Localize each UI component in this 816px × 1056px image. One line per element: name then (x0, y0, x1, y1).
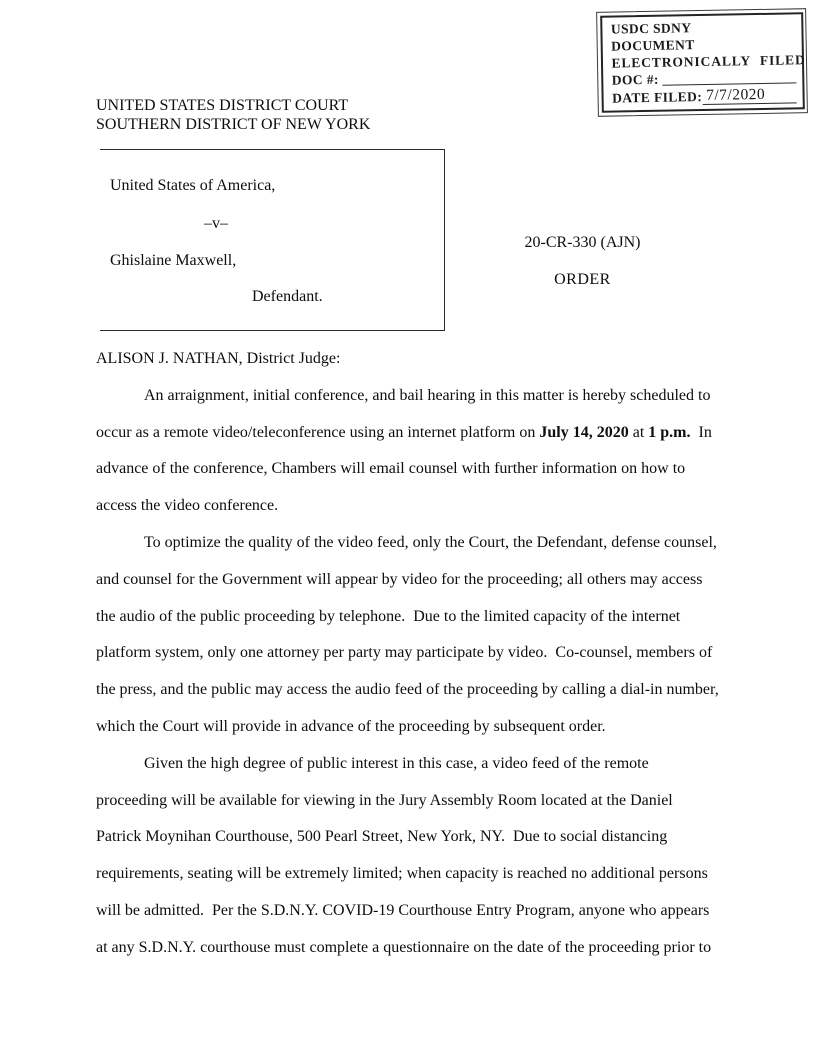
doc-number-blank-line (662, 70, 796, 85)
judge-heading: ALISON J. NATHAN, District Judge: (96, 350, 341, 367)
versus-separator: –v– (204, 215, 228, 232)
court-name-line: UNITED STATES DISTRICT COURT (96, 97, 349, 114)
order-paragraph-1 (96, 378, 720, 525)
plaintiff-name: United States of America, (110, 177, 276, 194)
stamp-date-filed-label: DATE FILED: (611, 89, 703, 106)
date-filed-blank-line (768, 90, 796, 103)
order-paragraph-2: To optimize the quality of the video feed, only the Court, the Defendant, defense counsel, and counsel for the Government will appear by video for the proceeding; all others may access the audio of the public proceeding by telephone. Due to the limited capacity of the internet platform system, only one attorney per party may participate by video. Co-counsel, members of the press, and the public may access the audio feed of the proceeding by calling a dial-in number, which the Court will provide in advance of the proceeding by subsequent order. (96, 533, 723, 735)
stamp-court-line: USDC SDNY (610, 19, 692, 37)
paragraph-1-text: In advance of the conference, Chambers will email counsel with further information on how to access the video conference. (96, 423, 716, 515)
court-district-line: SOUTHERN DISTRICT OF NEW YORK (96, 115, 371, 133)
stamp-document-line: DOCUMENT (611, 36, 695, 54)
case-number: 20-CR-330 (AJN) (524, 234, 641, 251)
date-filed-value: 7/7/2020 (702, 85, 768, 104)
order-paragraph-3: Given the high degree of public interest in this case, a video feed of the remote proceeding will be available for viewing in the Jury Assembly Room located at the Daniel Patrick Moynihan Courthouse, 500 Pearl Street, New York, NY. Due to social distancing requirements, seating will be extremely limited; when capacity is reached no additional persons will be admitted. Per the S.D.N.Y. COVID-19 Courthouse Entry Program, anyone who appears at any S.D.N.Y. courthouse must complete a questionnaire on the date of the proceeding prior to (96, 754, 714, 956)
stamp-date-filed-row (612, 85, 797, 107)
paragraph-1-text: at (628, 423, 649, 441)
hearing-date-bold: July 14, 2020 (539, 423, 629, 441)
defendant-label: Defendant. (252, 288, 323, 305)
stamp-doc-number-label: DOC #: (611, 71, 659, 88)
case-number-column (445, 149, 720, 289)
case-caption-box (100, 149, 445, 331)
efiling-stamp (596, 8, 808, 116)
efiling-stamp-inner-border (600, 12, 805, 113)
document-title: ORDER (554, 270, 611, 288)
stamp-filed-line: ELECTRONICALLY FILED (611, 51, 806, 71)
defendant-name: Ghislaine Maxwell, (110, 252, 237, 269)
court-header (96, 97, 370, 134)
hearing-time-bold: 1 p.m. (648, 423, 691, 441)
paragraph-1-text: An arraignment, initial conference, and bail hearing in this matter is hereby scheduled to occur as a remote video/teleconference using an internet platform on (96, 386, 715, 441)
order-body (96, 341, 723, 967)
